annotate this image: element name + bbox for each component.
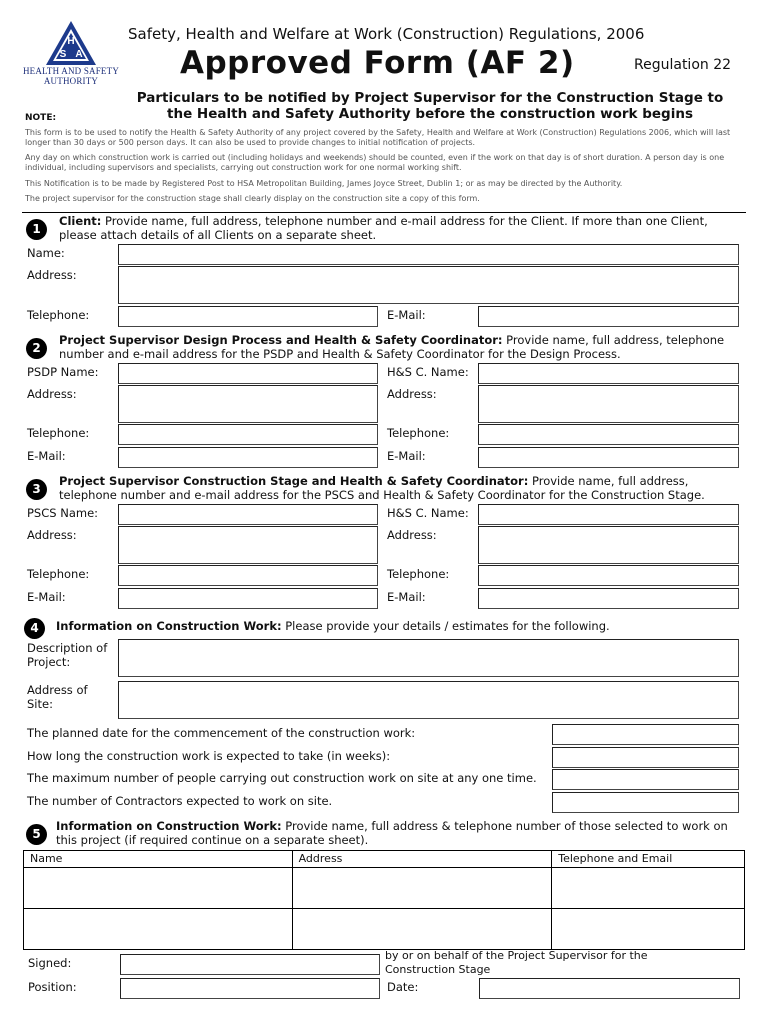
pscs-name-label: PSCS Name:	[27, 506, 99, 520]
section-4-text: Please provide your details / estimates for the following.	[281, 619, 610, 633]
client-name-label: Name:	[27, 246, 65, 260]
form-subtitle	[110, 90, 750, 122]
position-field[interactable]	[120, 978, 380, 999]
hsc-construction-telephone-label: Telephone:	[387, 567, 450, 581]
subtitle-line-2: the Health and Safety Authority before the construction work begins	[167, 106, 693, 122]
client-email-label: E-Mail:	[387, 308, 426, 322]
section-5-bold: Information on Construction Work:	[56, 819, 282, 833]
contractor-count-field[interactable]	[552, 792, 739, 813]
signature-field[interactable]	[120, 954, 380, 975]
psdp-name-field[interactable]	[118, 363, 378, 384]
project-description-field[interactable]	[118, 639, 739, 677]
note-4: The project supervisor for the construction stage shall clearly display on the construction site a copy of this form.	[25, 194, 480, 203]
section-4-bold: Information on Construction Work:	[56, 619, 282, 633]
hsa-triangle-icon	[45, 20, 97, 66]
psdp-telephone-label: Telephone:	[27, 426, 90, 440]
commencement-date-label: The planned date for the commencement of the construction work:	[27, 726, 416, 740]
project-description-label-1: Description of	[27, 641, 108, 655]
date-label: Date:	[387, 980, 419, 994]
hsc-construction-email-label: E-Mail:	[387, 590, 426, 604]
max-people-field[interactable]	[552, 769, 739, 790]
contractor-count-label: The number of Contractors expected to work on site.	[27, 794, 333, 808]
hsc-construction-name-field[interactable]	[478, 504, 739, 525]
note-1: This form is to be used to notify the Health & Safety Authority of any project covered by the Safety, Health and Welfare at Work (Construction) Regulations 2006, which will last longer than 30 days or 500 person days. It can also be used to provide changes to initial notification of projects.	[25, 128, 731, 147]
section-2-bold: Project Supervisor Design Process and Health & Safety Coordinator:	[59, 333, 503, 347]
subtitle-line-1: Particulars to be notified by Project Supervisor for the Construction Stage to	[136, 90, 724, 106]
contractors-table	[23, 850, 745, 950]
hsc-design-telephone-label: Telephone:	[387, 426, 450, 440]
section-1-heading	[59, 215, 749, 242]
duration-weeks-label: How long the construction work is expected to take (in weeks):	[27, 749, 391, 763]
table-row	[24, 909, 745, 950]
form-title: Approved Form (AF 2)	[180, 45, 575, 81]
behalf-text	[385, 949, 648, 976]
site-address-label	[27, 684, 88, 711]
contractor-name-cell[interactable]	[24, 868, 293, 909]
client-email-field[interactable]	[478, 306, 739, 327]
hsc-construction-address-label: Address:	[387, 528, 437, 542]
pscs-email-field[interactable]	[118, 588, 378, 609]
section-5-heading	[56, 820, 746, 847]
commencement-date-field[interactable]	[552, 724, 739, 745]
hsc-design-email-field[interactable]	[478, 447, 739, 468]
hsa-logo	[22, 20, 120, 84]
regulation-number: Regulation 22	[634, 57, 732, 73]
hsc-construction-address-field[interactable]	[478, 526, 739, 564]
hsc-construction-name-label: H&S C. Name:	[387, 506, 469, 520]
project-description-label-2: Project:	[27, 654, 71, 669]
hsc-design-name-label: H&S C. Name:	[387, 365, 469, 379]
pscs-email-label: E-Mail:	[27, 590, 66, 604]
section-5-number: 5	[26, 824, 47, 845]
logo-text-1: HEALTH AND SAFETY	[22, 66, 120, 76]
hsc-construction-telephone-field[interactable]	[478, 565, 739, 586]
pscs-name-field[interactable]	[118, 504, 378, 525]
hsc-construction-email-field[interactable]	[478, 588, 739, 609]
contractor-telephone-cell[interactable]	[552, 868, 745, 909]
hsc-design-name-field[interactable]	[478, 363, 739, 384]
psdp-email-field[interactable]	[118, 447, 378, 468]
svg-text:H: H	[67, 36, 75, 47]
contractor-address-cell[interactable]	[292, 909, 552, 950]
contractor-address-cell[interactable]	[292, 868, 552, 909]
table-row	[24, 868, 745, 909]
pscs-telephone-label: Telephone:	[27, 567, 90, 581]
duration-weeks-field[interactable]	[552, 747, 739, 768]
position-label: Position:	[28, 980, 77, 994]
signed-label: Signed:	[28, 956, 72, 970]
column-header-address: Address	[292, 851, 552, 868]
date-field[interactable]	[479, 978, 740, 999]
section-5-text: Provide name, full address & telephone number of those selected to work on this project (if required continue on a separate sheet).	[56, 819, 728, 847]
site-address-label-2: Site:	[27, 696, 53, 711]
contractors-table-header	[24, 851, 745, 868]
section-2-heading	[59, 334, 749, 361]
section-3-number: 3	[26, 479, 47, 500]
regulations-title: Safety, Health and Welfare at Work (Construction) Regulations, 2006	[128, 25, 645, 43]
psdp-address-field[interactable]	[118, 385, 378, 423]
project-description-label	[27, 642, 107, 669]
header-divider	[22, 212, 746, 213]
psdp-telephone-field[interactable]	[118, 424, 378, 445]
section-3-bold: Project Supervisor Construction Stage and Health & Safety Coordinator:	[59, 474, 529, 488]
section-2-number: 2	[26, 338, 47, 359]
note-label: NOTE:	[25, 113, 57, 123]
contractor-telephone-cell[interactable]	[552, 909, 745, 950]
section-1-bold: Client:	[59, 214, 102, 228]
section-4-heading	[56, 620, 746, 634]
hsc-design-address-label: Address:	[387, 387, 437, 401]
client-telephone-field[interactable]	[118, 306, 378, 327]
hsc-design-email-label: E-Mail:	[387, 449, 426, 463]
pscs-address-field[interactable]	[118, 526, 378, 564]
section-1-number: 1	[26, 219, 47, 240]
psdp-email-label: E-Mail:	[27, 449, 66, 463]
client-address-field[interactable]	[118, 266, 739, 304]
section-1-text: Provide name, full address, telephone number and e-mail address for the Client. If more than one Client, please attach details of all Clients on a separate sheet.	[59, 214, 708, 242]
svg-text:A: A	[75, 49, 83, 60]
hsc-design-address-field[interactable]	[478, 385, 739, 423]
note-2: Any day on which construction work is carried out (including holidays and weekends) should be counted, even if the work on that day is of short duration. A person day is one individual, including supervisors and specialists, carrying out construction work for one normal working shift.	[25, 153, 725, 172]
client-telephone-label: Telephone:	[27, 308, 90, 322]
column-header-name: Name	[24, 851, 293, 868]
contractor-name-cell[interactable]	[24, 909, 293, 950]
client-name-field[interactable]	[118, 244, 739, 265]
behalf-text-1: by or on behalf of the Project Supervisor for the	[385, 949, 648, 962]
section-3-text: Provide name, full address, telephone number and e-mail address for the PSCS and Health & Safety Coordinator for the Construction Stage.	[59, 474, 705, 502]
section-2-text: Provide name, full address, telephone number and e-mail address for the PSDP and Health & Safety Coordinator for the Design Process.	[59, 333, 725, 361]
logo-text-2: AUTHORITY	[43, 76, 99, 86]
column-header-telephone-email: Telephone and Email	[552, 851, 745, 868]
psdp-address-label: Address:	[27, 387, 77, 401]
pscs-address-label: Address:	[27, 528, 77, 542]
max-people-label: The maximum number of people carrying out construction work on site at any one time.	[27, 771, 537, 785]
behalf-text-2: Construction Stage	[385, 962, 491, 976]
psdp-name-label: PSDP Name:	[27, 365, 99, 379]
hsc-design-telephone-field[interactable]	[478, 424, 739, 445]
pscs-telephone-field[interactable]	[118, 565, 378, 586]
svg-text:S: S	[59, 49, 67, 60]
site-address-label-1: Address of	[27, 683, 88, 697]
section-4-number: 4	[24, 618, 45, 639]
site-address-field[interactable]	[118, 681, 739, 719]
section-3-heading	[59, 475, 749, 502]
client-address-label: Address:	[27, 268, 77, 282]
note-3: This Notification is to be made by Registered Post to HSA Metropolitan Building, James Joyce Street, Dublin 1; or as may be directed by the Authority.	[25, 179, 623, 188]
